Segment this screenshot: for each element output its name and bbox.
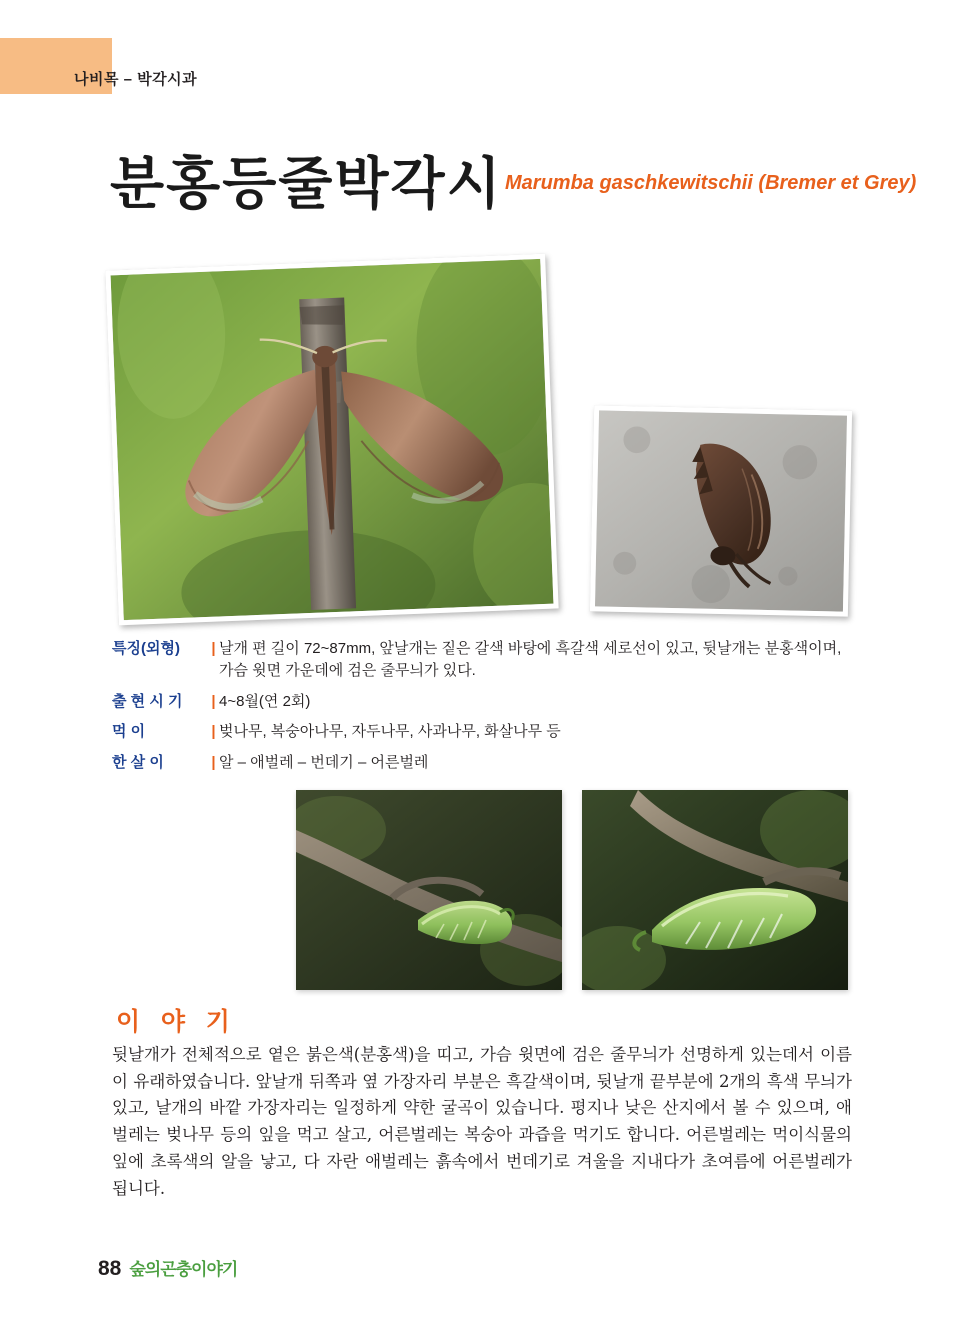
info-row-food [112,721,852,743]
header-category-label: 나비목 – 박각시과 [74,71,198,88]
info-value-food: 벚나무, 복숭아나무, 자두나무, 사과나무, 화살나무 등 [219,723,561,741]
page-number: 88 [98,1257,122,1280]
footer-brand-label: 숲의곤충이야기 [129,1260,238,1280]
page-footer [98,1255,237,1281]
photo-adult-moth-on-branch [105,254,558,626]
info-divider-icon: | [211,640,216,657]
info-label-season: 출 현 시 기 [112,692,183,710]
info-value-lifecycle: 알 – 애벌레 – 번데기 – 어른벌레 [219,754,429,771]
photo-adult-moth-on-stone [590,405,852,616]
info-divider-icon: | [211,692,216,710]
info-label-features: 특징(외형) [112,640,180,657]
info-row-season [112,691,852,713]
adult-moth-on-branch-image [111,259,554,620]
story-body: 뒷날개가 전체적으로 옅은 붉은색(분홍색)을 띠고, 가슴 윗면에 검은 줄무늬가 선명하게 있는데서 이름이 유래하였습니다. 앞날개 뒤쪽과 옆 가장자리 부분은 흑갈색이며, 뒷날개 끝부분에 2개의 흑색 무늬가 있고, 날개의 바깥 가장자리는 일정하게 약한 굴곡이 있습니다. 평지나 낮은 산지에서 볼 수 있으며, 애벌레는 벚나무 등의 잎을 먹고 살고, 어른벌레는 복숭아 과즙을 먹기도 합니다. 어른벌레는 먹이식물의 잎에 초록색의 알을 낳고, 다 자란 애벌레는 흙속에서 번데기로 겨울을 지내다가 초여름에 어른벌레가 됩니다. [112,1045,852,1198]
species-korean-name: 분홍등줄박각시 [110,152,503,217]
info-label-lifecycle: 한 살 이 [112,754,164,771]
adult-moth-on-stone-image [595,410,847,611]
info-label-food: 먹 이 [112,723,146,741]
photo-larva-on-twig [296,790,562,990]
info-divider-icon: | [211,754,216,771]
story-heading: 이 야 기 [116,1007,236,1036]
photo-larva-on-leaf [582,790,848,990]
info-value-season: 4~8월(연 2회) [219,692,311,710]
larva-on-twig-image [296,790,562,990]
info-value-features: 날개 편 길이 72~87mm, 앞날개는 짙은 갈색 바탕에 흑갈색 세로선이 있고, 뒷날개는 분홍색이며, 가슴 윗면 가운데에 검은 줄무늬가 있다. [219,640,842,679]
page-title [110,140,917,220]
info-row-lifecycle [112,752,852,774]
species-scientific-name: Marumba gaschkewitschii (Bremer et Grey) [505,172,917,194]
info-divider-icon: | [211,723,216,741]
info-row-features [112,638,852,682]
species-info-table [112,638,852,783]
larva-on-leaf-image [582,790,848,990]
